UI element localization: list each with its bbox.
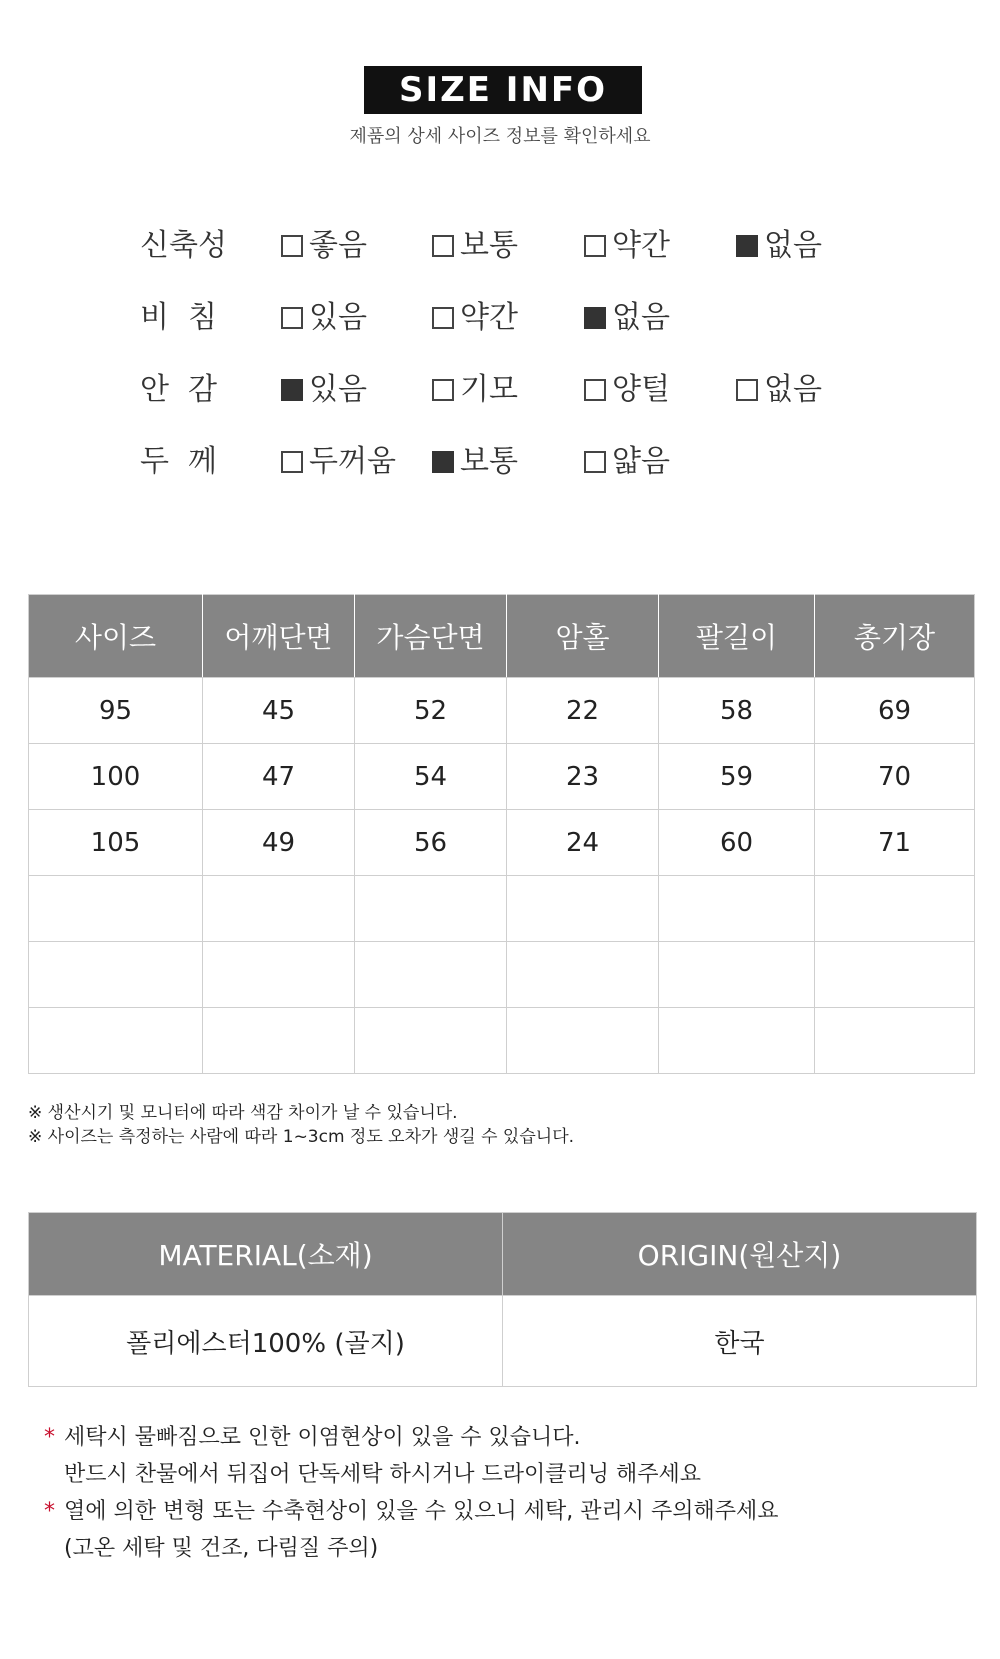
option-label: 있음 (309, 372, 367, 407)
checkbox-icon[interactable] (281, 235, 303, 257)
table-row (29, 678, 975, 744)
option-label: 보통 (460, 444, 518, 479)
checkbox-checked-icon[interactable] (584, 307, 606, 329)
care-line (44, 1420, 581, 1456)
table-row-empty (29, 1008, 975, 1074)
checkbox-icon[interactable] (432, 307, 454, 329)
option-label: 양털 (612, 372, 670, 407)
option-label: 기모 (460, 372, 518, 407)
table-cell (355, 1008, 507, 1074)
table-cell (815, 942, 975, 1008)
origin-header: ORIGIN(원산지) (503, 1213, 977, 1296)
table-cell (507, 942, 659, 1008)
option-item[interactable] (736, 226, 822, 266)
table-row (29, 810, 975, 876)
table-cell: 23 (507, 744, 659, 810)
note-size-tolerance: ※ 사이즈는 측정하는 사람에 따라 1~3cm 정도 오차가 생길 수 있습니다. (28, 1127, 575, 1147)
table-row (29, 744, 975, 810)
table-row-empty (29, 876, 975, 942)
table-cell: 52 (355, 678, 507, 744)
material-header: MATERIAL(소재) (29, 1213, 503, 1296)
care-line (64, 1531, 378, 1567)
material-table (28, 1212, 977, 1387)
table-cell (815, 876, 975, 942)
option-label: 약간 (460, 300, 518, 335)
table-cell (203, 876, 355, 942)
option-label: 있음 (309, 300, 367, 335)
checkbox-icon[interactable] (584, 235, 606, 257)
table-cell (355, 942, 507, 1008)
option-label: 없음 (612, 300, 670, 335)
option-label: 약간 (612, 228, 670, 263)
table-cell: 24 (507, 810, 659, 876)
attribute-label: 안 감 (140, 372, 218, 407)
table-cell: 49 (203, 810, 355, 876)
option-label: 없음 (764, 372, 822, 407)
table-cell (507, 1008, 659, 1074)
table-header-row (29, 595, 975, 678)
option-item[interactable] (281, 226, 367, 266)
table-row-empty (29, 942, 975, 1008)
option-item[interactable] (432, 442, 518, 482)
care-text: 반드시 찬물에서 뒤집어 단독세탁 하시거나 드라이클리닝 해주세요 (64, 1462, 702, 1487)
option-label: 좋음 (309, 228, 367, 263)
option-item[interactable] (584, 226, 670, 266)
care-text: 세탁시 물빠짐으로 인한 이염현상이 있을 수 있습니다. (64, 1425, 581, 1450)
table-cell: 71 (815, 810, 975, 876)
checkbox-icon[interactable] (584, 379, 606, 401)
table-cell (203, 942, 355, 1008)
checkbox-icon[interactable] (432, 235, 454, 257)
option-item[interactable] (432, 370, 518, 410)
option-item[interactable] (736, 370, 822, 410)
table-cell: 56 (355, 810, 507, 876)
checkbox-icon[interactable] (736, 379, 758, 401)
material-value: 폴리에스터100% (골지) (29, 1296, 503, 1387)
attribute-label: 신축성 (140, 228, 227, 263)
attribute-label: 두 께 (140, 444, 218, 479)
page-subtitle: 제품의 상세 사이즈 정보를 확인하세요 (349, 126, 651, 147)
table-row (29, 1296, 977, 1387)
column-header: 가슴단면 (355, 595, 507, 678)
table-cell (507, 876, 659, 942)
option-item[interactable] (281, 370, 367, 410)
option-item[interactable] (281, 298, 367, 338)
table-cell (29, 1008, 203, 1074)
asterisk-icon: * (44, 1425, 55, 1450)
checkbox-icon[interactable] (281, 451, 303, 473)
option-item[interactable] (584, 442, 670, 482)
checkbox-icon[interactable] (432, 379, 454, 401)
option-item[interactable] (584, 370, 670, 410)
table-cell (29, 942, 203, 1008)
column-header: 총기장 (815, 595, 975, 678)
care-line (44, 1494, 779, 1530)
table-cell: 58 (659, 678, 815, 744)
checkbox-checked-icon[interactable] (281, 379, 303, 401)
table-cell (29, 876, 203, 942)
asterisk-icon: * (44, 1499, 55, 1524)
column-header: 암홀 (507, 595, 659, 678)
table-cell: 22 (507, 678, 659, 744)
table-cell: 95 (29, 678, 203, 744)
table-cell: 105 (29, 810, 203, 876)
table-cell (203, 1008, 355, 1074)
option-item[interactable] (432, 226, 518, 266)
note-color-variance: ※ 생산시기 및 모니터에 따라 색감 차이가 날 수 있습니다. (28, 1103, 458, 1123)
option-label: 보통 (460, 228, 518, 263)
option-label: 얇음 (612, 444, 670, 479)
table-cell (659, 1008, 815, 1074)
size-table (28, 594, 975, 1074)
table-cell (659, 942, 815, 1008)
table-cell: 69 (815, 678, 975, 744)
option-item[interactable] (432, 298, 518, 338)
table-header-row (29, 1213, 977, 1296)
option-label: 두꺼움 (309, 444, 396, 479)
table-cell (355, 876, 507, 942)
table-cell: 54 (355, 744, 507, 810)
care-line (64, 1457, 701, 1493)
checkbox-checked-icon[interactable] (736, 235, 758, 257)
care-text: (고온 세탁 및 건조, 다림질 주의) (64, 1536, 379, 1561)
option-item[interactable] (281, 442, 396, 482)
column-header: 팔길이 (659, 595, 815, 678)
column-header: 사이즈 (29, 595, 203, 678)
checkbox-icon[interactable] (281, 307, 303, 329)
origin-value: 한국 (503, 1296, 977, 1387)
table-cell (659, 876, 815, 942)
care-text: 열에 의한 변형 또는 수축현상이 있을 수 있으니 세탁, 관리시 주의해주세요 (64, 1499, 779, 1524)
option-item[interactable] (584, 298, 670, 338)
page-title: SIZE INFO (364, 66, 642, 114)
attribute-label: 비 침 (140, 300, 218, 335)
table-cell: 47 (203, 744, 355, 810)
table-cell: 70 (815, 744, 975, 810)
table-cell: 59 (659, 744, 815, 810)
table-cell (815, 1008, 975, 1074)
option-label: 없음 (764, 228, 822, 263)
table-cell: 45 (203, 678, 355, 744)
table-cell: 60 (659, 810, 815, 876)
checkbox-checked-icon[interactable] (432, 451, 454, 473)
column-header: 어깨단면 (203, 595, 355, 678)
table-cell: 100 (29, 744, 203, 810)
checkbox-icon[interactable] (584, 451, 606, 473)
